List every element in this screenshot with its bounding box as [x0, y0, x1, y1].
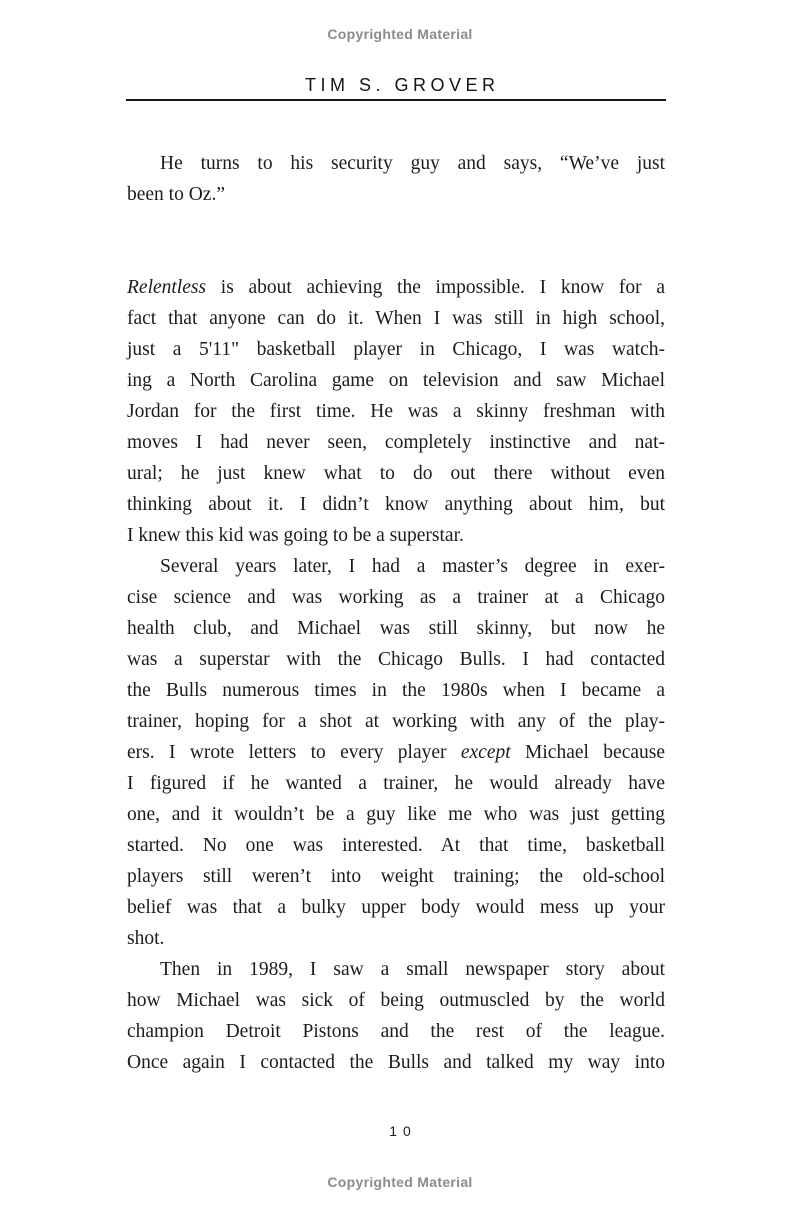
text-run: thinking about it. I didn’t know anything about him, but — [127, 494, 665, 515]
text-line — [127, 272, 665, 303]
text-line — [127, 365, 665, 396]
text-line — [127, 985, 665, 1016]
text-line — [127, 923, 665, 954]
text-line — [127, 737, 665, 768]
text-run: players still weren’t into weight training; the old-school — [127, 866, 665, 887]
text-run: I figured if he wanted a trainer, he would already have — [127, 773, 665, 794]
author-header: TIM S. GROVER — [304, 75, 500, 95]
text-run: champion Detroit Pistons and the rest of the league. — [127, 1021, 665, 1042]
text-run: is about achieving the impossible. I know for a — [206, 277, 665, 298]
text-run: ing a North Carolina game on television and saw Michael — [127, 370, 665, 391]
text-run: one, and it wouldn’t be a guy like me who was just getting — [127, 804, 665, 825]
text-run: been to Oz.” — [127, 184, 225, 205]
paragraph — [127, 551, 665, 954]
text-run: just a 5'11" basketball player in Chicago, I was watch- — [127, 339, 665, 360]
text-run: trainer, hoping for a shot at working with any of the play- — [127, 711, 665, 732]
italic-text-run: except — [460, 742, 511, 763]
text-line — [127, 613, 665, 644]
text-run: I knew this kid was going to be a superstar. — [127, 525, 464, 546]
text-run: fact that anyone can do it. When I was still in high school, — [127, 308, 665, 329]
page-body — [127, 148, 665, 1078]
text-run: Several years later, I had a master’s degree in exer- — [160, 556, 665, 577]
text-run: started. No one was interested. At that time, basketball — [127, 835, 665, 856]
text-run: Michael because — [510, 742, 665, 763]
text-run: cise science and was working as a trainer at a Chicago — [127, 587, 665, 608]
text-run: Jordan for the first time. He was a skinny freshman with — [127, 401, 665, 422]
text-line — [127, 489, 665, 520]
text-run: was a superstar with the Chicago Bulls. I had contacted — [127, 649, 665, 670]
text-run: ers. I wrote letters to every player — [127, 742, 461, 763]
text-line — [127, 675, 665, 706]
text-line — [127, 582, 665, 613]
text-line — [127, 179, 665, 210]
text-line — [127, 551, 665, 582]
text-line — [127, 1047, 665, 1078]
text-line — [127, 892, 665, 923]
text-line — [127, 396, 665, 427]
text-line — [127, 861, 665, 892]
text-run: ural; he just knew what to do out there without even — [127, 463, 665, 484]
text-line — [127, 334, 665, 365]
paragraph — [127, 954, 665, 1078]
text-run: Once again I contacted the Bulls and talked my way into — [127, 1052, 665, 1073]
copyright-notice-top: Copyrighted Material — [327, 26, 473, 42]
text-run: shot. — [127, 928, 165, 949]
text-line — [127, 1016, 665, 1047]
text-line — [127, 954, 665, 985]
text-line — [127, 427, 665, 458]
header-rule — [126, 99, 666, 101]
text-run: moves I had never seen, completely instinctive and nat- — [127, 432, 665, 453]
text-run: Then in 1989, I saw a small newspaper story about — [160, 959, 665, 980]
text-line — [127, 458, 665, 489]
page-number: 10 — [389, 1123, 417, 1139]
text-line — [127, 799, 665, 830]
text-line — [127, 706, 665, 737]
text-run: the Bulls numerous times in the 1980s when I became a — [127, 680, 665, 701]
text-run: He turns to his security guy and says, “We’ve just — [160, 153, 665, 174]
text-run: health club, and Michael was still skinny, but now he — [127, 618, 665, 639]
paragraph — [127, 148, 665, 210]
section-break — [127, 210, 665, 272]
copyright-notice-bottom: Copyrighted Material — [327, 1174, 473, 1190]
italic-text-run: Relentless — [127, 277, 207, 298]
text-line — [127, 148, 665, 179]
text-line — [127, 768, 665, 799]
text-run: belief was that a bulky upper body would mess up your — [127, 897, 665, 918]
text-line — [127, 520, 665, 551]
text-run: how Michael was sick of being outmuscled by the world — [127, 990, 665, 1011]
text-line — [127, 830, 665, 861]
text-line — [127, 303, 665, 334]
paragraph — [127, 272, 665, 551]
text-line — [127, 644, 665, 675]
